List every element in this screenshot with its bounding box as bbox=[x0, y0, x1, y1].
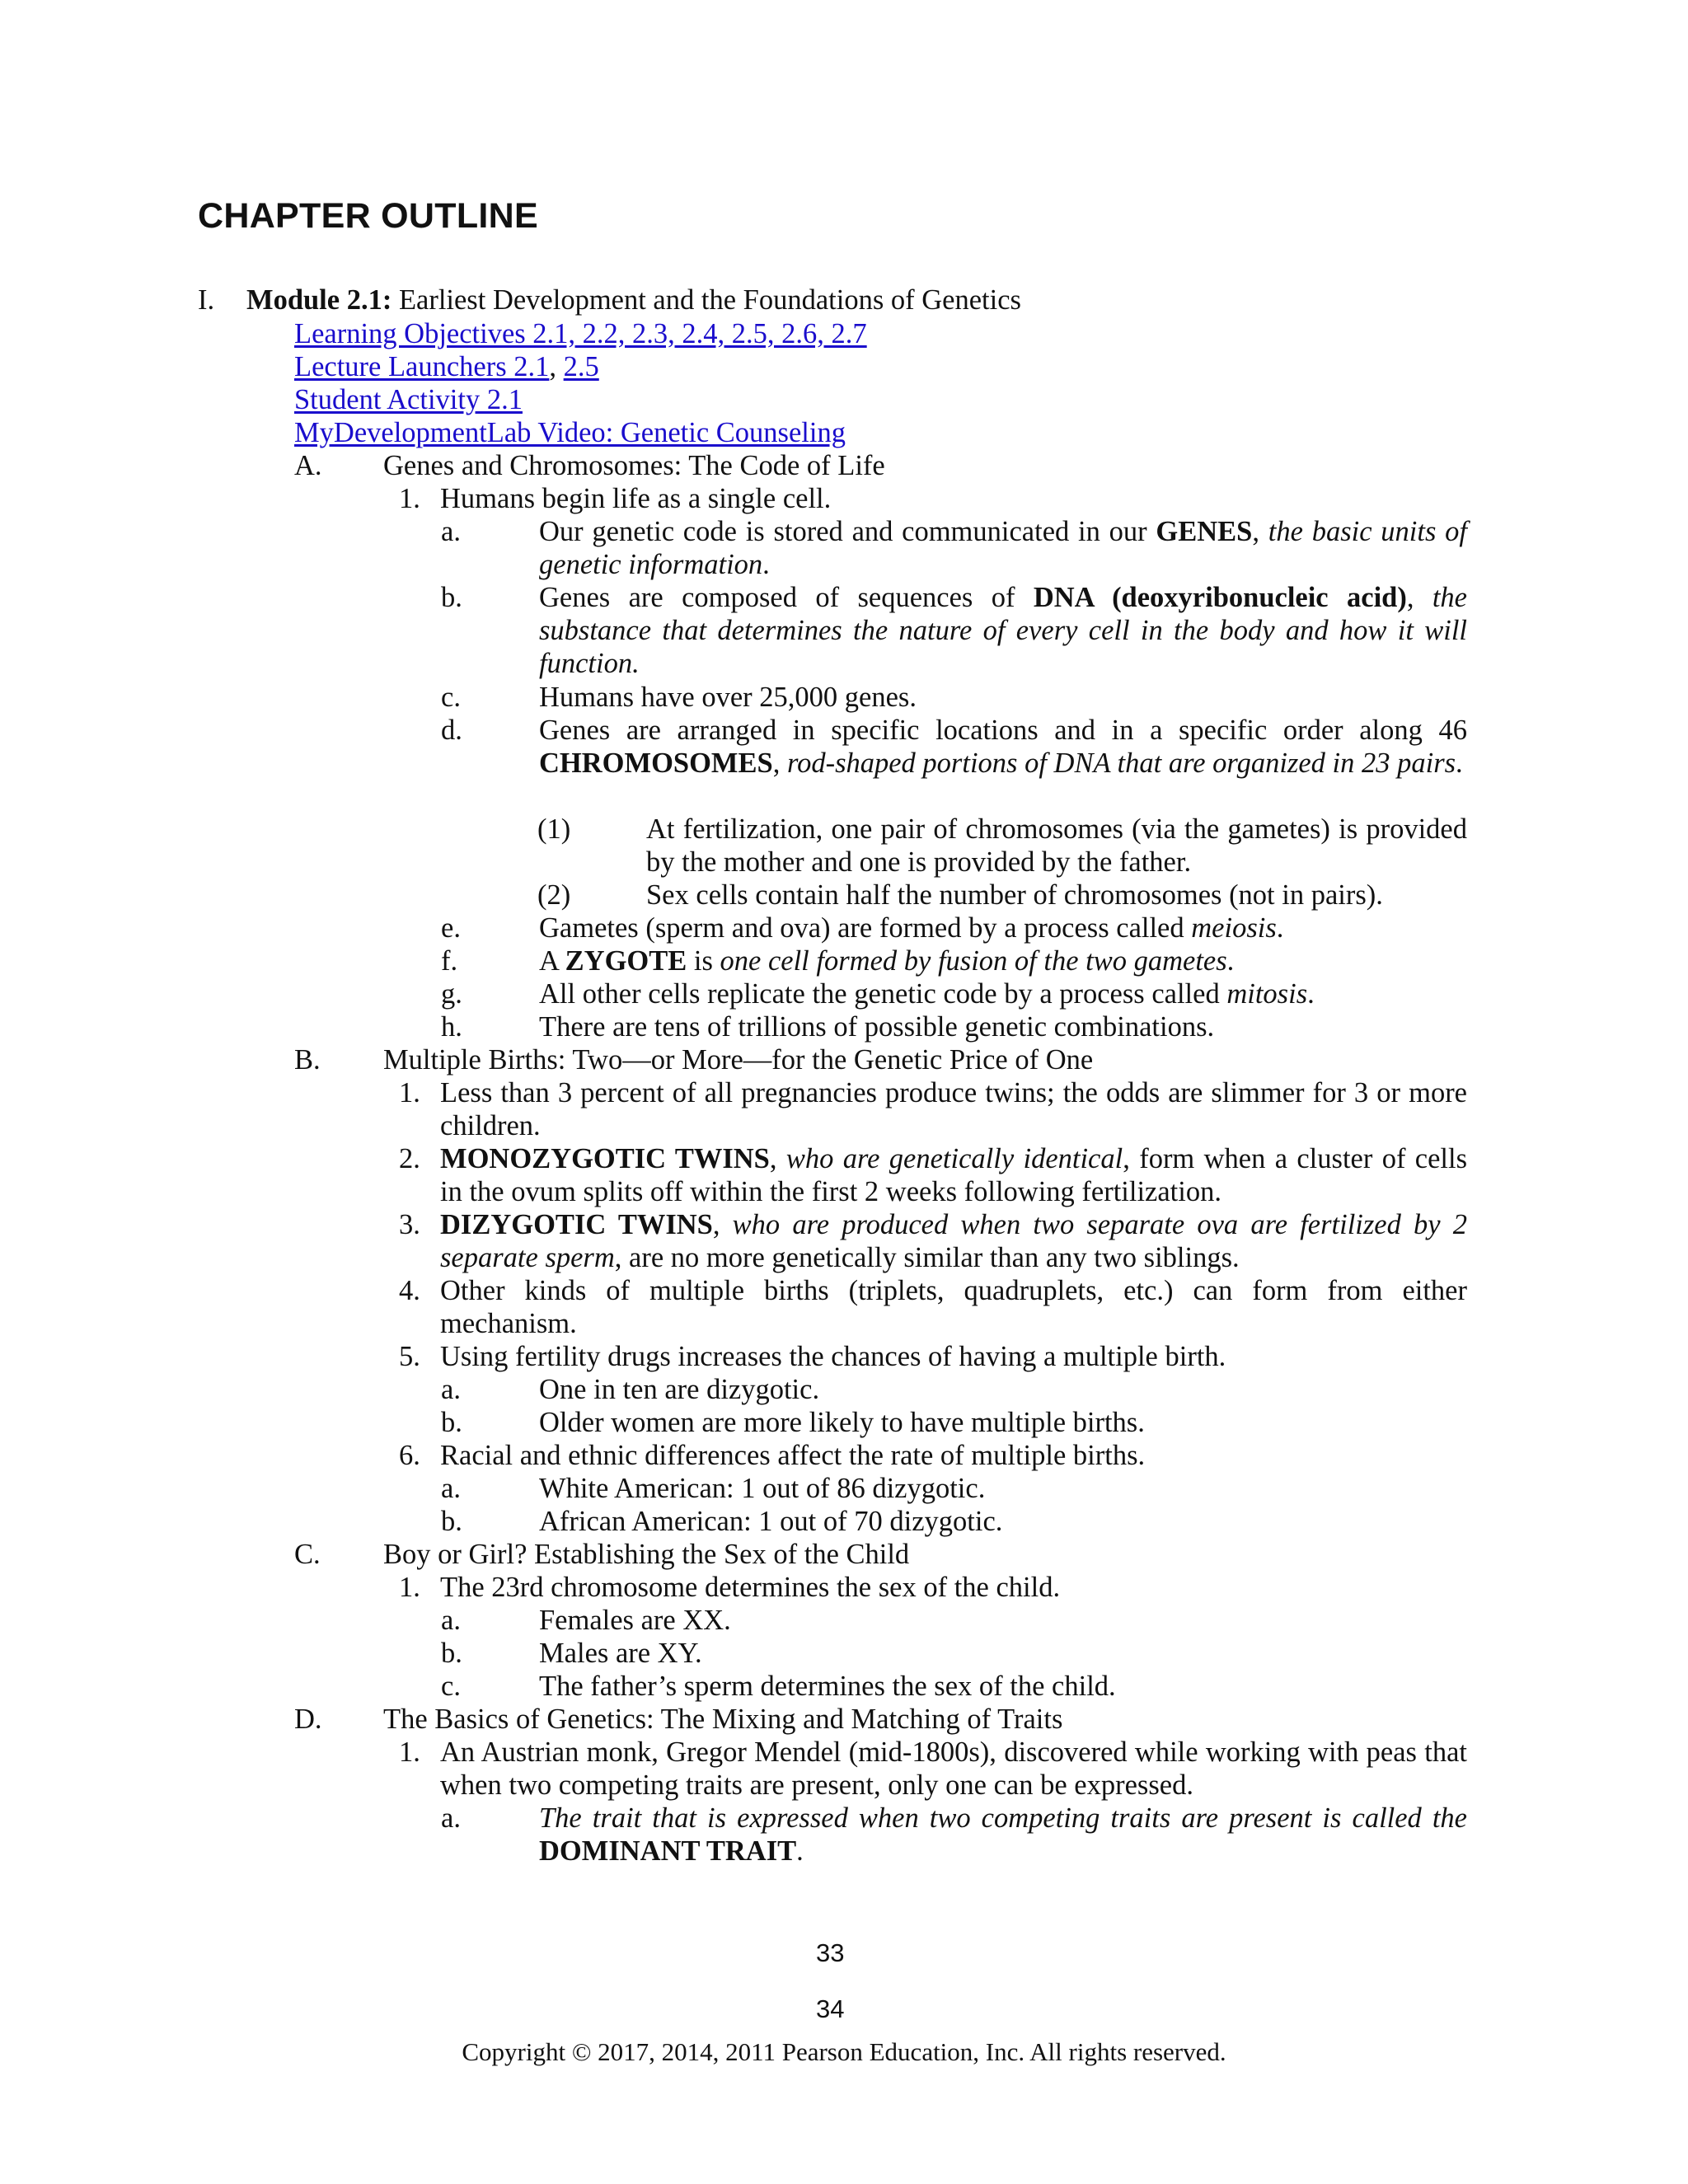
b1-number: 1. bbox=[399, 1077, 420, 1108]
a1g-letter: g. bbox=[441, 978, 462, 1010]
lecture-launcher-link-2-1[interactable]: Lecture Launchers 2.1 bbox=[294, 351, 550, 382]
d1-number: 1. bbox=[399, 1736, 420, 1768]
b2-number: 2. bbox=[399, 1143, 420, 1174]
learning-objectives-link[interactable]: Learning Objectives 2.1, 2.2, 2.3, 2.4, 2.5, 2.6, 2.7 bbox=[294, 318, 867, 349]
b6a-letter: a. bbox=[441, 1473, 461, 1504]
a1a-text: Our genetic code is stored and communicated in our GENES, the basic units of genetic information. bbox=[539, 516, 1468, 580]
a1f-letter: f. bbox=[441, 945, 458, 977]
a1d2-text: Sex cells contain half the number of chromosomes (not in pairs). bbox=[646, 879, 1383, 911]
a1c-letter: c. bbox=[441, 682, 461, 713]
module-title bbox=[246, 284, 1021, 316]
a1-number: 1. bbox=[399, 483, 420, 514]
d1-text: An Austrian monk, Gregor Mendel (mid-1800s), discovered while working with peas that when two competing traits are present, only one can be expressed. bbox=[440, 1736, 1467, 1801]
c1a-text: Females are XX. bbox=[539, 1605, 731, 1636]
video-link[interactable]: MyDevelopmentLab Video: Genetic Counseling bbox=[294, 417, 846, 448]
section-c-letter: C. bbox=[294, 1539, 321, 1570]
lecture-launcher-link-2-5[interactable]: 2.5 bbox=[563, 351, 599, 382]
section-d-letter: D. bbox=[294, 1704, 322, 1735]
c1-number: 1. bbox=[399, 1572, 420, 1603]
a1b-text: Genes are composed of sequences of DNA (deoxyribonucleic acid), the substance that determines the nature of every cell in the body and how it will function. bbox=[539, 582, 1467, 679]
module-numeral: I. bbox=[198, 284, 215, 316]
a1e-letter: e. bbox=[441, 912, 461, 944]
b5-number: 5. bbox=[399, 1341, 420, 1372]
b5b-letter: b. bbox=[441, 1407, 462, 1438]
section-b-title: Multiple Births: Two—or More—for the Genetic Price of One bbox=[383, 1044, 1094, 1076]
chapter-heading: CHAPTER OUTLINE bbox=[198, 196, 538, 236]
a1h-text: There are tens of trillions of possible genetic combinations. bbox=[539, 1011, 1215, 1043]
a1f-text: A ZYGOTE is one cell formed by fusion of the two gametes. bbox=[539, 945, 1235, 977]
b3-number: 3. bbox=[399, 1209, 420, 1240]
a1g-text: All other cells replicate the genetic code by a process called mitosis. bbox=[539, 978, 1315, 1010]
b4-number: 4. bbox=[399, 1275, 420, 1306]
a1b-letter: b. bbox=[441, 582, 462, 613]
a1d-letter: d. bbox=[441, 715, 462, 746]
c1c-text: The father’s sperm determines the sex of the child. bbox=[539, 1671, 1116, 1702]
d1a-letter: a. bbox=[441, 1802, 461, 1834]
page-number-top: 33 bbox=[816, 1938, 845, 1967]
a1e-text: Gametes (sperm and ova) are formed by a process called meiosis. bbox=[539, 912, 1284, 944]
b5a-text: One in ten are dizygotic. bbox=[539, 1374, 820, 1405]
a1a-letter: a. bbox=[441, 516, 461, 547]
section-c-title: Boy or Girl? Establishing the Sex of the Child bbox=[383, 1539, 910, 1570]
b6-text: Racial and ethnic differences affect the rate of multiple births. bbox=[440, 1440, 1146, 1471]
b3-text: DIZYGOTIC TWINS, who are produced when two separate ova are fertilized by 2 separate sperm, are no more genetically similar than any two siblings. bbox=[440, 1209, 1467, 1273]
c1a-letter: a. bbox=[441, 1605, 461, 1636]
b5-text: Using fertility drugs increases the chances of having a multiple birth. bbox=[440, 1341, 1226, 1372]
b4-text: Other kinds of multiple births (triplets, quadruplets, etc.) can form from either mechanism. bbox=[440, 1275, 1467, 1339]
module-name: Earliest Development and the Foundations of Genetics bbox=[392, 284, 1021, 316]
a1d2-number: (2) bbox=[537, 879, 571, 911]
a1-text: Humans begin life as a single cell. bbox=[440, 483, 832, 514]
c1c-letter: c. bbox=[441, 1671, 461, 1702]
a1d1-number: (1) bbox=[537, 813, 571, 845]
c1b-text: Males are XY. bbox=[539, 1638, 702, 1669]
b5a-letter: a. bbox=[441, 1374, 461, 1405]
c1-text: The 23rd chromosome determines the sex of the child. bbox=[440, 1572, 1061, 1603]
d1a-text: The trait that is expressed when two competing traits are present is called the DOMINANT TRAIT. bbox=[539, 1802, 1467, 1867]
section-d-title: The Basics of Genetics: The Mixing and Matching of Traits bbox=[383, 1704, 1063, 1735]
section-b-letter: B. bbox=[294, 1044, 321, 1076]
a1d1-text: At fertilization, one pair of chromosomes (via the gametes) is provided by the mother and one is provided by the father. bbox=[646, 813, 1467, 878]
a1c-text: Humans have over 25,000 genes. bbox=[539, 682, 917, 713]
page-number-bottom: 34 bbox=[816, 1994, 845, 2023]
a1h-letter: h. bbox=[441, 1011, 462, 1043]
a1d-text: Genes are arranged in specific locations and in a specific order along 46 CHROMOSOMES, rod-shaped portions of DNA that are organized in 23 pairs. bbox=[539, 715, 1467, 779]
b2-text: MONOZYGOTIC TWINS, who are genetically identical, form when a cluster of cells in the ovum splits off within the first 2 weeks following fertilization. bbox=[440, 1143, 1468, 1207]
module-label: Module 2.1: bbox=[246, 284, 392, 316]
b5b-text: Older women are more likely to have multiple births. bbox=[539, 1407, 1145, 1438]
b1-text: Less than 3 percent of all pregnancies produce twins; the odds are slimmer for 3 or more children. bbox=[440, 1077, 1467, 1141]
b6b-text: African American: 1 out of 70 dizygotic. bbox=[539, 1506, 1003, 1537]
student-activity-link[interactable]: Student Activity 2.1 bbox=[294, 384, 523, 415]
c1b-letter: b. bbox=[441, 1638, 462, 1669]
b6b-letter: b. bbox=[441, 1506, 462, 1537]
copyright-notice: Copyright © 2017, 2014, 2011 Pearson Education, Inc. All rights reserved. bbox=[462, 2037, 1226, 2066]
b6-number: 6. bbox=[399, 1440, 420, 1471]
section-a-title: Genes and Chromosomes: The Code of Life bbox=[383, 450, 885, 481]
link-separator: , bbox=[549, 351, 564, 382]
section-a-letter: A. bbox=[294, 450, 322, 481]
b6a-text: White American: 1 out of 86 dizygotic. bbox=[539, 1473, 986, 1504]
